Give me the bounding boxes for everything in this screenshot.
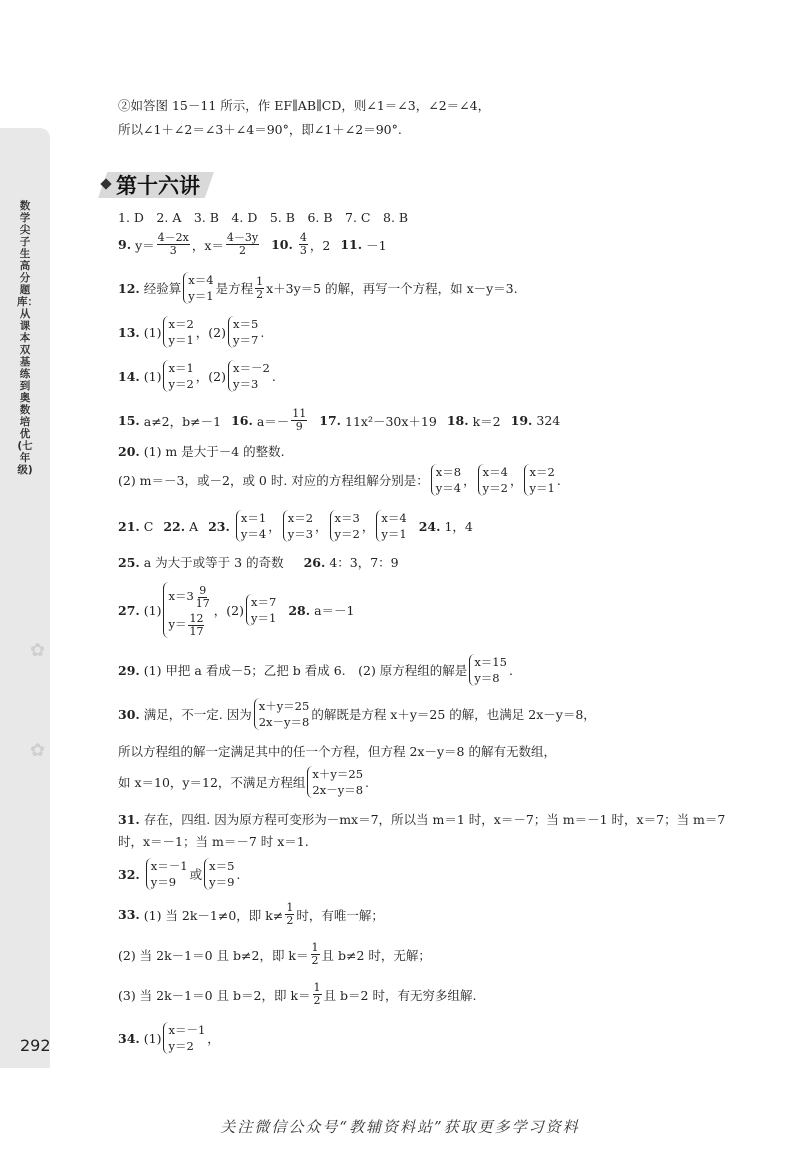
intro-line-1: ②如答图 15－11 所示，作 EF∥AB∥CD，则∠1＝∠3，∠2＝∠4， — [118, 98, 491, 113]
eq: y＝1 — [188, 289, 214, 303]
equation-system — [163, 316, 193, 348]
eq: x＝1 — [168, 361, 194, 375]
q-num: 22. — [163, 518, 186, 534]
eq: y＝8 — [474, 671, 500, 685]
eq: y＝9 — [150, 875, 177, 889]
eq: y＝1 — [381, 527, 407, 541]
fraction — [188, 613, 204, 638]
denominator: 2 — [311, 954, 319, 967]
equation-system — [307, 766, 363, 798]
q-num: 13. — [118, 324, 140, 340]
answer-31-line1 — [118, 810, 725, 828]
equation-system — [236, 510, 266, 542]
denominator: 2 — [239, 244, 246, 257]
answer-13 — [118, 316, 264, 348]
denominator: 3 — [299, 244, 307, 257]
section-heading — [98, 166, 218, 202]
numerator: 4－2x — [157, 231, 189, 244]
text: ，x＝ — [191, 237, 224, 253]
text: 且 b≠2 时，无解； — [321, 947, 431, 963]
q-num: 32. — [118, 866, 140, 882]
text: 或 — [189, 867, 203, 882]
denominator: 17 — [195, 596, 210, 610]
eq: x＝－2 — [233, 361, 270, 375]
text: . — [236, 866, 241, 882]
q-num: 12. — [118, 280, 140, 296]
equation-system — [478, 464, 508, 496]
numerator: 4－3y — [226, 231, 259, 244]
answer-20-line2: (2) m＝－3，或－2，或 0 时. 对应的方程组解分别是： x＝8 y＝4 ， x＝4 y＝2 ， x＝2 y＝1 . — [118, 465, 561, 495]
fraction — [311, 942, 320, 967]
eq: y＝2 — [482, 481, 508, 495]
text: 存在，四组. 因为原方程可变形为－mx＝7，所以当 m＝1 时，x＝－7；当 m＝－1 时，x＝7；当 m＝7 — [143, 812, 726, 827]
eq: x＝15 — [474, 655, 507, 669]
q-num: 23. — [208, 518, 230, 534]
answer-25-26 — [118, 553, 399, 571]
numerator: 1 — [313, 981, 321, 994]
text: 满足，不一定. 因为 — [143, 707, 252, 722]
eq: y＝7 — [233, 333, 259, 347]
numerator: 12 — [189, 611, 204, 625]
fraction — [157, 232, 190, 257]
intro-line-2: 所以∠1＋∠2＝∠3＋∠4＝90°，即∠1＋∠2＝90°. — [118, 122, 402, 137]
equation-system — [524, 464, 554, 496]
text: ，(2) — [195, 325, 227, 340]
eq: y＝3 — [287, 527, 314, 541]
denominator: 2 — [286, 914, 294, 927]
text: ，2 — [309, 237, 331, 253]
q-num: 28. — [288, 602, 311, 618]
equation-system — [431, 464, 461, 496]
eq: x＝1 — [240, 511, 267, 525]
eq: y＝1 — [251, 611, 277, 625]
answer-30-line2: 所以方程组的解一定满足其中的任一个方程，但方程 2x－y＝8 的解有无数组， — [118, 744, 556, 759]
eq: 2x－y＝8 — [312, 783, 364, 797]
answer-9-11 — [118, 232, 387, 257]
equation-system — [228, 316, 258, 348]
numerator: 1 — [311, 941, 319, 954]
text: 的解既是方程 x＋y＝25 的解，也满足 2x－y＝8， — [311, 707, 596, 722]
equation-system — [469, 654, 507, 686]
q-num: 33. — [118, 907, 140, 922]
eq: x＝－1 — [168, 1023, 206, 1037]
eq: x＝4 — [188, 273, 214, 287]
q-num: 26. — [303, 554, 326, 570]
q-num: 14. — [118, 368, 140, 384]
text: (2) 当 2k－1＝0 且 b≠2，即 k＝ — [118, 947, 309, 963]
text: (1) 当 2k－1≠0，即 k≠ — [143, 907, 284, 923]
equation-system — [376, 510, 406, 542]
numerator: 4 — [299, 231, 307, 244]
q-num: 21. — [118, 518, 140, 534]
answer-21-24: 21. C 22. A 23. x＝1 y＝4 ， x＝2 y＝3 ， x＝3 y＝2 ， x＝4 y＝1 24. 1，4 — [118, 511, 473, 541]
answer-15-19 — [118, 408, 560, 433]
answer-33-line2 — [118, 942, 431, 967]
text: (2) m＝－3，或－2，或 0 时. 对应的方程组解分别是： — [118, 473, 429, 488]
answer-30-line1 — [118, 698, 596, 730]
section-title: 第十六讲 — [116, 174, 200, 198]
text: . — [365, 774, 370, 790]
text: (1) — [143, 602, 162, 618]
eq: x＝2 — [168, 317, 194, 331]
text: y＝ — [135, 237, 155, 253]
footer-note: 关注微信公众号“教辅资料站”获取更多学习资料 — [220, 1118, 580, 1136]
numerator: 1 — [286, 901, 294, 914]
watermark-mark: ✿ — [30, 740, 46, 761]
watermark-mark: ✿ — [30, 640, 46, 661]
text: . — [556, 472, 561, 488]
text: (1) — [143, 324, 162, 340]
denominator: 17 — [189, 624, 204, 638]
text: x＝3 — [168, 589, 194, 603]
eq: x＝5 — [233, 317, 259, 331]
eq: x＝4 — [381, 511, 407, 525]
eq: y＝1 — [168, 333, 194, 347]
eq: y＝9 — [209, 875, 235, 889]
equation-system — [204, 858, 234, 890]
numerator: 1 — [256, 274, 264, 288]
q-num: 11. — [340, 237, 363, 252]
text: a＝－ — [256, 413, 290, 429]
text: y＝ — [168, 617, 187, 631]
text: a 为大于或等于 3 的奇数 — [143, 555, 284, 570]
text: (1) m 是大于－4 的整数. — [143, 444, 285, 459]
equation-system — [163, 1022, 205, 1054]
text: . — [260, 324, 265, 340]
answer-14 — [118, 360, 276, 392]
equation-system — [163, 360, 193, 392]
eq: x＋y＝25 — [312, 767, 364, 781]
equation-system — [330, 510, 360, 542]
answer-27-28 — [118, 582, 354, 638]
text: (1) 甲把 a 看成－5；乙把 b 看成 6. (2) 原方程组的解是 — [143, 663, 468, 678]
text: 324 — [536, 413, 561, 428]
eq: y＝2 — [168, 1039, 194, 1053]
q-num: 24. — [418, 518, 441, 534]
equation-system — [183, 272, 213, 304]
text: a≠2，b≠－1 — [143, 413, 222, 429]
text: (1) — [143, 1030, 162, 1046]
text: －1 — [366, 237, 387, 253]
text: 11x²－30x＋19 — [345, 413, 437, 429]
eq: y＝4 — [240, 527, 267, 541]
eq: x＝8 — [435, 465, 462, 479]
equation-system — [254, 698, 310, 730]
text: k＝2 — [472, 413, 501, 429]
numerator: 11 — [292, 407, 307, 420]
equation-system — [283, 510, 313, 542]
text: 时，有唯一解； — [296, 907, 384, 923]
eq: x＝2 — [529, 465, 555, 479]
eq: x＝3 — [334, 511, 360, 525]
text: 1，4 — [444, 519, 473, 534]
eq: x＝－1 — [150, 859, 188, 873]
eq: y＝1 — [529, 481, 555, 495]
q-num: 15. — [118, 413, 140, 428]
eq: y＝2 — [334, 527, 360, 541]
q-num: 18. — [446, 413, 469, 428]
equation-system — [228, 360, 270, 392]
q-num: 19. — [510, 413, 533, 428]
eq: x＝5 — [209, 859, 235, 873]
text: (1) — [143, 368, 162, 384]
text: ，(2) — [195, 369, 227, 384]
text: . — [271, 368, 276, 384]
side-label: 数学尖子生高分题库：从课本双基练到奥数培优(七年级) — [17, 200, 38, 476]
fraction — [226, 232, 259, 257]
text: C — [143, 518, 154, 534]
text: 是方程 — [215, 281, 254, 296]
answer-33-line3 — [118, 982, 476, 1007]
text: 4：3，7：9 — [329, 555, 399, 570]
answer-20-line1 — [118, 442, 285, 460]
eq: x＝2 — [287, 511, 314, 525]
fraction — [255, 276, 264, 301]
answers-1-8: 1. D 2. A 3. B 4. D 5. B 6. B 7. C 8. B — [118, 210, 409, 225]
answer-34 — [118, 1022, 220, 1054]
text: (3) 当 2k－1＝0 且 b＝2，即 k＝ — [118, 987, 311, 1003]
denominator: 2 — [313, 994, 321, 1007]
fraction — [299, 232, 308, 257]
eq — [168, 610, 211, 638]
answer-32 — [118, 858, 240, 890]
equation-system — [146, 858, 188, 890]
q-num: 31. — [118, 811, 140, 827]
answer-31-line2: 时，x＝－1；当 m＝－7 时 x＝1. — [118, 834, 309, 849]
answer-12 — [118, 272, 518, 304]
text: A — [189, 518, 199, 534]
denominator: 3 — [169, 244, 177, 257]
eq: x＋y＝25 — [258, 699, 310, 713]
answer-29 — [118, 654, 513, 686]
eq — [168, 582, 211, 610]
eq: y＝4 — [435, 481, 462, 495]
eq: x＝4 — [482, 465, 508, 479]
numerator: 9 — [199, 583, 207, 597]
text: 且 b＝2 时，有无穷多组解. — [323, 987, 477, 1003]
eq: 2x－y＝8 — [258, 715, 310, 729]
eq: x＝7 — [251, 595, 277, 609]
eq: y＝3 — [233, 377, 259, 391]
fraction — [313, 982, 322, 1007]
text: ， — [207, 1031, 220, 1046]
q-num: 20. — [118, 443, 140, 459]
q-num: 27. — [118, 602, 140, 618]
text: ，(2) — [213, 603, 244, 618]
text: x＋3y＝5 的解，再写一个方程，如 x－y＝3. — [266, 281, 518, 296]
fraction — [196, 585, 210, 610]
q-num: 30. — [118, 706, 140, 722]
q-num: 9. — [118, 237, 132, 252]
denominator: 9 — [295, 420, 303, 433]
equation-system — [246, 594, 276, 626]
text: . — [508, 662, 513, 678]
fraction — [291, 408, 307, 433]
answer-33-line1 — [118, 902, 384, 927]
equation-system — [163, 582, 211, 638]
answer-30-line3 — [118, 766, 369, 798]
fraction — [285, 902, 294, 927]
q-num: 16. — [231, 413, 253, 428]
q-num: 34. — [118, 1030, 140, 1046]
text: 经验算 — [143, 281, 182, 296]
denominator: 2 — [256, 287, 264, 301]
page-number: 292 — [20, 1036, 51, 1055]
q-num: 17. — [319, 413, 342, 428]
q-num: 29. — [118, 662, 140, 678]
text: 如 x＝10，y＝12，不满足方程组 — [118, 775, 306, 790]
q-num: 25. — [118, 554, 140, 570]
text: a＝－1 — [314, 603, 355, 618]
q-num: 10. — [271, 237, 293, 252]
eq: y＝2 — [168, 377, 194, 391]
